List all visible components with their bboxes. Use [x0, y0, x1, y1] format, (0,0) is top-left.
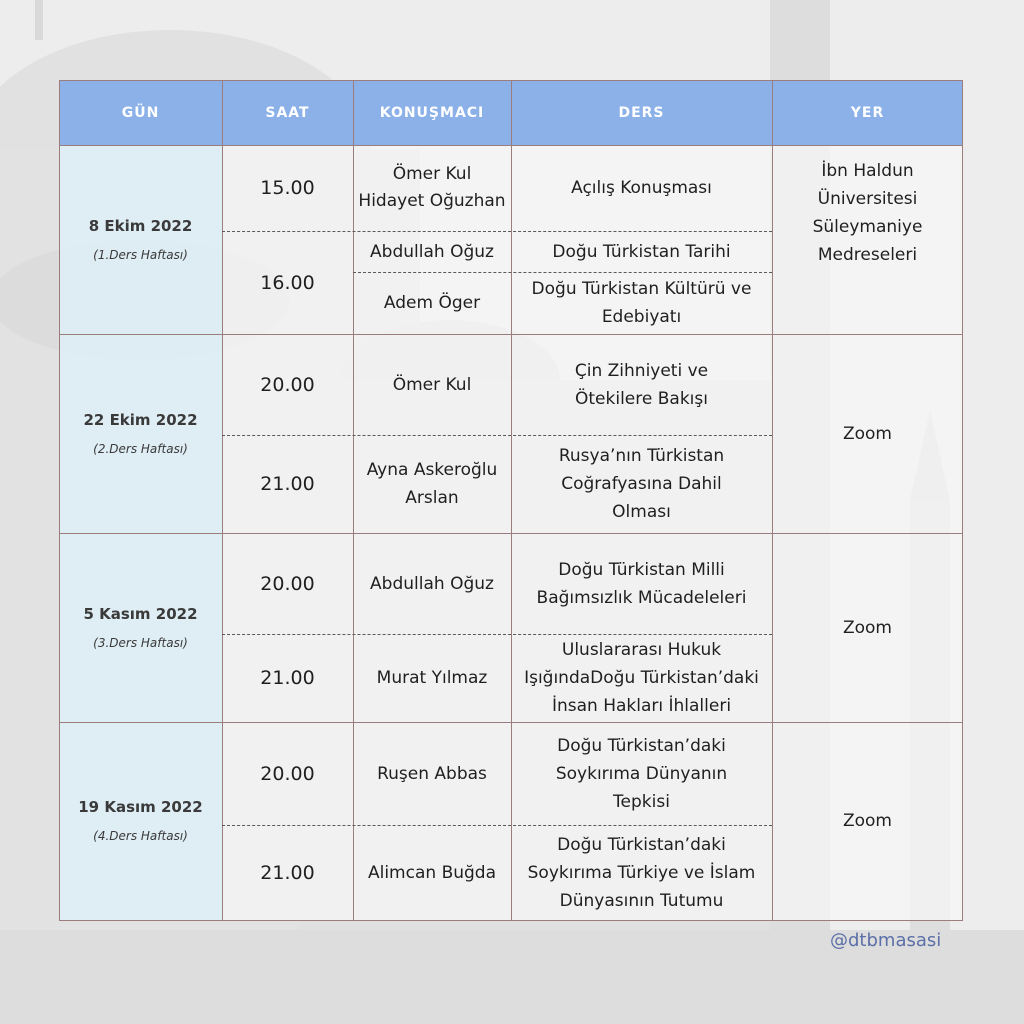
grid-line	[59, 920, 963, 921]
speaker-name: Ömer Kul	[392, 164, 472, 184]
date-cell	[59, 722, 222, 920]
course-title: Doğu Türkistan Tarihi	[552, 241, 731, 262]
time-cell: 21.00	[260, 861, 315, 884]
course-title: Soykırıma Dünyanın	[555, 763, 728, 784]
speaker-cell	[353, 634, 511, 722]
course-title: İnsan Hakları İhlalleri	[551, 696, 732, 716]
date-text: 19 Kasım 2022	[78, 798, 203, 816]
time-cell: 20.00	[260, 572, 315, 595]
place-text: Süleymaniye	[812, 216, 923, 237]
course-title: Ötekilere Bakışı	[575, 388, 708, 409]
place-text: İbn Haldun	[821, 160, 914, 181]
course-title: Tepkisi	[613, 791, 670, 812]
place-cell	[772, 145, 963, 280]
time-cell: 20.00	[260, 373, 315, 396]
speaker-cell	[353, 145, 511, 231]
place-text: Medreseleri	[817, 244, 918, 265]
speaker-name: Hidayet Oğuzhan	[358, 191, 506, 211]
course-cell	[511, 634, 772, 722]
course-cell	[511, 722, 772, 825]
course-title: Uluslararası Hukuk	[561, 640, 722, 660]
grid-line	[59, 80, 963, 81]
course-title: Çin Zihniyeti ve	[574, 360, 709, 381]
week-label: (3.Ders Haftası)	[93, 635, 188, 650]
speaker-name: Ruşen Abbas	[377, 763, 487, 784]
week-label: (2.Ders Haftası)	[93, 441, 188, 456]
course-title: Soykırıma Türkiye ve İslam	[527, 862, 756, 883]
header-ders: DERS	[618, 104, 665, 121]
course-title: Bağımsızlık Mücadeleleri	[536, 587, 747, 608]
speaker-name: Alimcan Buğda	[367, 862, 496, 883]
speaker-cell	[353, 231, 511, 272]
header-gun: GÜN	[121, 104, 160, 121]
time-cell: 15.00	[260, 177, 315, 199]
schedule-table	[59, 80, 963, 921]
speaker-name: Ayna Askeroğlu	[366, 460, 498, 480]
speaker-cell	[353, 825, 511, 920]
course-title: Açılış Konuşması	[571, 178, 712, 198]
time-cell: 21.00	[260, 473, 315, 495]
speaker-name: Murat Yılmaz	[376, 668, 488, 688]
place-cell: Zoom	[842, 617, 892, 638]
place-cell: Zoom	[842, 811, 892, 831]
date-text: 8 Ekim 2022	[88, 216, 193, 235]
date-cell	[59, 533, 222, 722]
social-handle: @dtbmasasi	[830, 930, 942, 951]
speaker-cell	[353, 272, 511, 334]
course-cell	[511, 825, 772, 920]
course-title: Doğu Türkistan Kültürü ve	[531, 279, 752, 299]
course-title: Coğrafyasına Dahil	[561, 474, 722, 494]
speaker-name: Adem Öger	[383, 293, 481, 313]
course-cell	[511, 231, 772, 272]
date-text: 5 Kasım 2022	[83, 604, 198, 623]
speaker-cell	[353, 435, 511, 533]
speaker-cell	[353, 334, 511, 435]
course-title: Olması	[612, 502, 671, 522]
speaker-name: Abdullah Oğuz	[370, 241, 494, 262]
date-text: 22 Ekim 2022	[83, 410, 198, 429]
course-title: IşığındaDoğu Türkistan’daki	[524, 668, 759, 688]
speaker-name: Arslan	[405, 488, 459, 508]
course-cell	[511, 533, 772, 634]
date-cell	[59, 145, 222, 334]
date-cell	[59, 334, 222, 533]
speaker-name: Abdullah Oğuz	[370, 573, 494, 594]
place-cell: Zoom	[842, 423, 892, 444]
course-title: Doğu Türkistan’daki	[557, 735, 726, 756]
course-title: Dünyasının Tutumu	[559, 890, 724, 911]
course-cell	[511, 145, 772, 231]
header-konusmaci: KONUŞMACI	[379, 104, 485, 121]
speaker-name: Ömer Kul	[392, 374, 472, 395]
course-cell	[511, 435, 772, 533]
time-cell: 20.00	[260, 762, 315, 785]
speaker-cell	[353, 533, 511, 634]
week-label: (1.Ders Haftası)	[93, 247, 188, 262]
course-cell	[511, 272, 772, 334]
place-text: Üniversitesi	[817, 188, 918, 209]
course-cell	[511, 334, 772, 435]
time-cell: 21.00	[260, 667, 315, 689]
course-title: Doğu Türkistan Milli	[558, 559, 725, 580]
header-yer: YER	[850, 104, 885, 121]
header-saat: SAAT	[265, 104, 310, 121]
time-cell: 16.00	[260, 271, 315, 294]
course-title: Rusya’nın Türkistan	[558, 446, 725, 466]
speaker-cell	[353, 722, 511, 825]
course-title: Edebiyatı	[601, 307, 682, 327]
course-title: Doğu Türkistan’daki	[557, 834, 726, 855]
week-label: (4.Ders Haftası)	[93, 829, 188, 843]
